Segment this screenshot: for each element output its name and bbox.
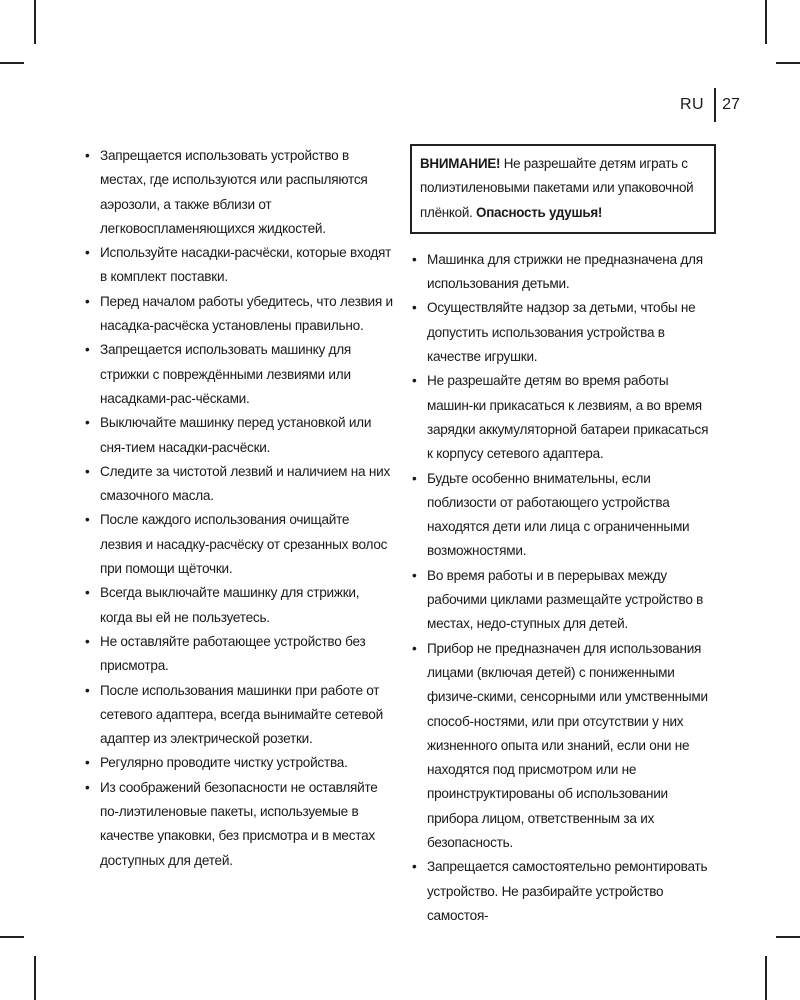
list-item: • Запрещается использовать машинку для стрижки с повреждёнными лезвиями или насадками-рас-чёсками. [83,338,393,411]
list-item: • Запрещается самостоятельно ремонтировать устройство. Не разбирайте устройство самостоя- [410,855,716,928]
list-item: • Используйте насадки-расчёски, которые входят в комплект поставки. [83,241,393,290]
left-bullet-list [83,144,393,873]
right-column [410,144,716,928]
list-item: • Следите за чистотой лезвий и наличием на них смазочного масла. [83,460,393,509]
crop-mark-bottom-right-horizontal [776,936,800,938]
list-item: • Из соображений безопасности не оставляйте по-лиэтиленовые пакеты, используемые в качестве упаковки, без присмотра и в местах доступных для детей. [83,776,393,873]
crop-mark-bottom-left-horizontal [0,936,24,938]
page-number: 27 [722,96,740,113]
left-column [83,144,393,873]
crop-mark-bottom-left-vertical [34,956,36,1000]
list-item: • Запрещается использовать устройство в местах, где используются или распыляются аэрозоли, а также вблизи от легковоспламеняющихся жидкостей. [83,144,393,241]
crop-mark-top-left-vertical [34,0,36,44]
warning-emphasis: Опасность удушья! [476,204,603,220]
right-bullet-list [410,248,716,928]
list-item: • После использования машинки при работе от сетевого адаптера, всегда вынимайте сетевой адаптер из электрической розетки. [83,679,393,752]
warning-text: Не разрешайте детям играть с полиэтиленовыми пакетами или упаковочной плёнкой. [420,156,694,220]
list-item: • Не разрешайте детям во время работы машин-ки прикасаться к лезвиям, а во время зарядки аккумуляторной батареи прикасаться к корпусу сетевого адаптера. [410,369,716,466]
crop-mark-top-left-horizontal [0,62,24,64]
crop-mark-bottom-right-vertical [765,956,767,1000]
list-item: • После каждого использования очищайте лезвия и насадку-расчёску от срезанных волос при помощи щёточки. [83,508,393,581]
warning-box [410,144,716,234]
crop-mark-top-right-vertical [765,0,767,44]
list-item: • Прибор не предназначен для использования лицами (включая детей) с пониженными физиче-скими, сенсорными или умственными способ-ностями, или при отсутствии у них жизненного опыта или знаний, если они не находятся под присмотром или не проинструктированы об использовании прибора лицом, ответственным за их безопасность. [410,637,716,856]
list-item: • Во время работы и в перерывах между рабочими циклами размещайте устройство в местах, недо-ступных для детей. [410,564,716,637]
list-item: • Осуществляйте надзор за детьми, чтобы не допустить использования устройства в качестве игрушки. [410,296,716,369]
list-item: • Перед началом работы убедитесь, что лезвия и насадка-расчёска установлены правильно. [83,290,393,339]
list-item: • Не оставляйте работающее устройство без присмотра. [83,630,393,679]
page-header [680,88,740,122]
warning-label: ВНИМАНИЕ! [420,156,501,171]
list-item: • Регулярно проводите чистку устройства. [83,751,393,775]
list-item: • Всегда выключайте машинку для стрижки, когда вы ей не пользуетесь. [83,581,393,630]
crop-mark-top-right-horizontal [776,62,800,64]
list-item: • Выключайте машинку перед установкой или сня-тием насадки-расчёски. [83,411,393,460]
language-code: RU [680,96,705,113]
header-divider [714,88,716,122]
list-item: • Машинка для стрижки не предназначена для использования детьми. [410,248,716,297]
list-item: • Будьте особенно внимательны, если поблизости от работающего устройства находятся дети или лица с ограниченными возможностями. [410,467,716,564]
